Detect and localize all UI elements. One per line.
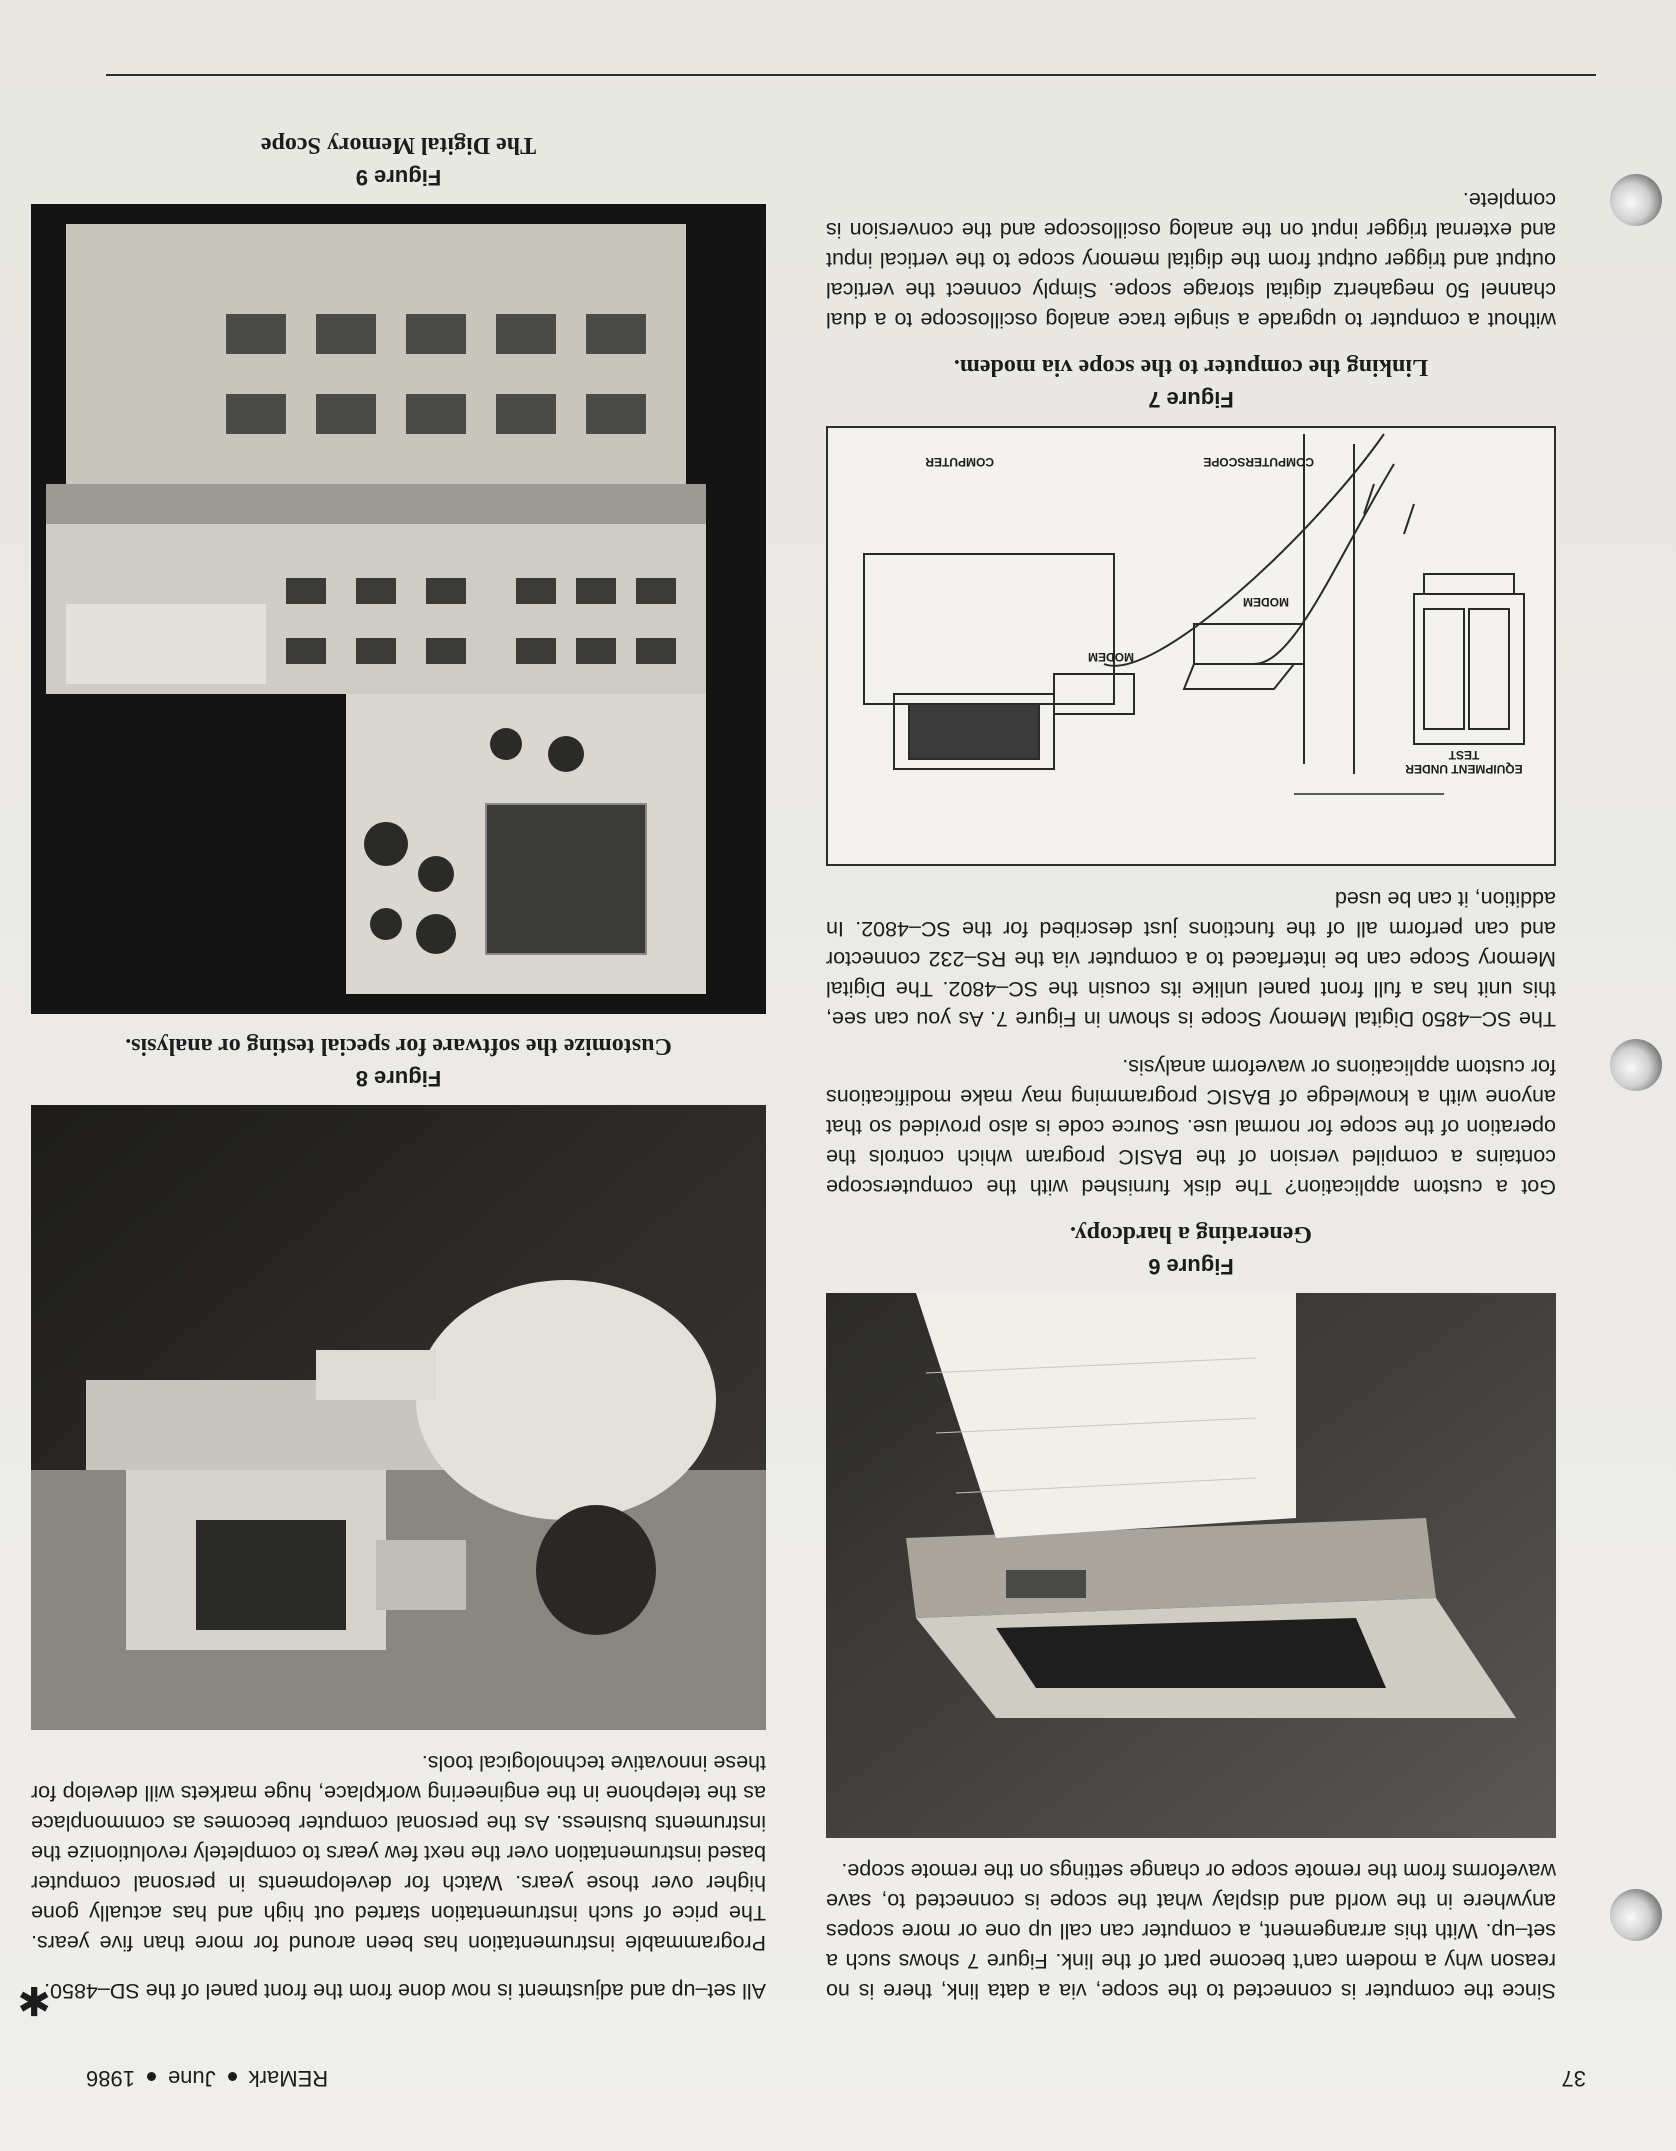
digital-memory-scope-photo xyxy=(31,204,766,1014)
label-modem: MODEM xyxy=(1243,595,1289,609)
issue-year: 1986 xyxy=(86,2066,135,2091)
body-paragraph: The SC–4850 Digital Memory Scope is shown in Figure 7. As you can see, this unit has a full front panel unlike its cousin the SC–4802. The Digital Memory Scope can be interfaced to a computer via the RS–232 connector and can perform all of the functions just described for the SC–4802. In addition, it can be used xyxy=(826,887,1556,1031)
body-paragraph: without a computer to upgrade a single trace analog oscilloscope to a dual channel 50 megahertz digital storage scope. Simply connect the vertical output and trigger output from the digital memory scope to the vertical input and external trigger input on the analog oscilloscope and the conversion is complete. xyxy=(826,188,1556,332)
figure-number: Figure 7 xyxy=(1148,387,1234,412)
body-paragraph: Programmable instrumentation has been around for more than five years. The price of such instrumentation started out high and has actually gone higher over those years. Watch for developments in personal computer based instrumentation over the next few years to completely revolutionize the instruments business. As the personal computer becomes as commonplace as the telephone in the engineering workplace, huge markets will develop for these innovative technological tools. xyxy=(31,1751,766,1955)
figure-caption xyxy=(31,131,766,190)
label-computer: COMPUTER xyxy=(925,455,994,469)
figure-number: Figure 9 xyxy=(355,165,442,190)
figure-caption xyxy=(31,1032,766,1091)
page-number: 37 xyxy=(1561,2066,1586,2091)
body-paragraph: Since the computer is connected to the scope, via a data link, there is no reason why a modem can't become part of the link. Figure 7 shows such a set–up. With this arrangement, a computer can call up one or more scopes anywhere in the world and display what the scope is connected to, save waveforms from the remote scope or change settings on the remote scope. xyxy=(826,1859,1556,2003)
left-column xyxy=(826,167,1556,2006)
body-paragraph: All set–up and adjustment is now done from the front panel of the SD–4850. xyxy=(44,1979,766,2003)
figure-9 xyxy=(31,131,766,1014)
figure-number: Figure 8 xyxy=(355,1066,442,1091)
right-column xyxy=(31,113,766,2006)
footer-rule xyxy=(106,74,1596,76)
publication-name: REMark xyxy=(248,2066,329,2091)
punch-hole-icon xyxy=(1610,1889,1662,1941)
body-paragraph: Got a custom application? The disk furnished with the computerscope contains a compiled version of the BASIC program which controls the operation of the scope for normal use. Source code is also provided so that anyone with a knowledge of BASIC programming may make modifications for custom applications or waveform analysis. xyxy=(826,1055,1556,1199)
figure-caption xyxy=(826,353,1556,412)
figure-title: Linking the computer to the scope via modem. xyxy=(953,354,1429,380)
bullet-icon xyxy=(147,2072,156,2081)
figure-title: Generating a hardcopy. xyxy=(1070,1221,1313,1247)
label-modem: MODEM xyxy=(1088,650,1134,664)
running-head xyxy=(86,2065,328,2091)
engineer-at-computer-photo xyxy=(31,1105,766,1730)
punch-hole-icon xyxy=(1610,174,1662,226)
modem-link-diagram xyxy=(826,426,1556,866)
label-computerscope: COMPUTERSCOPE xyxy=(1203,455,1314,469)
figure-8 xyxy=(31,1032,766,1730)
printer-photo xyxy=(826,1293,1556,1838)
label-equipment-under-test: EQUIPMENT UNDER TEST xyxy=(1405,748,1523,776)
bullet-icon xyxy=(228,2072,237,2081)
punch-hole-icon xyxy=(1610,1039,1662,1091)
page-header xyxy=(86,2051,1586,2091)
figure-7 xyxy=(826,353,1556,866)
end-asterisk-icon: ✱ xyxy=(17,1977,51,2023)
figure-caption xyxy=(826,1220,1556,1279)
figure-number: Figure 6 xyxy=(1148,1254,1234,1279)
figure-title: The Digital Memory Scope xyxy=(260,132,537,158)
figure-title: Customize the software for special testing or analysis. xyxy=(125,1033,672,1059)
figure-6 xyxy=(826,1220,1556,1838)
issue-month: June xyxy=(167,2066,216,2091)
